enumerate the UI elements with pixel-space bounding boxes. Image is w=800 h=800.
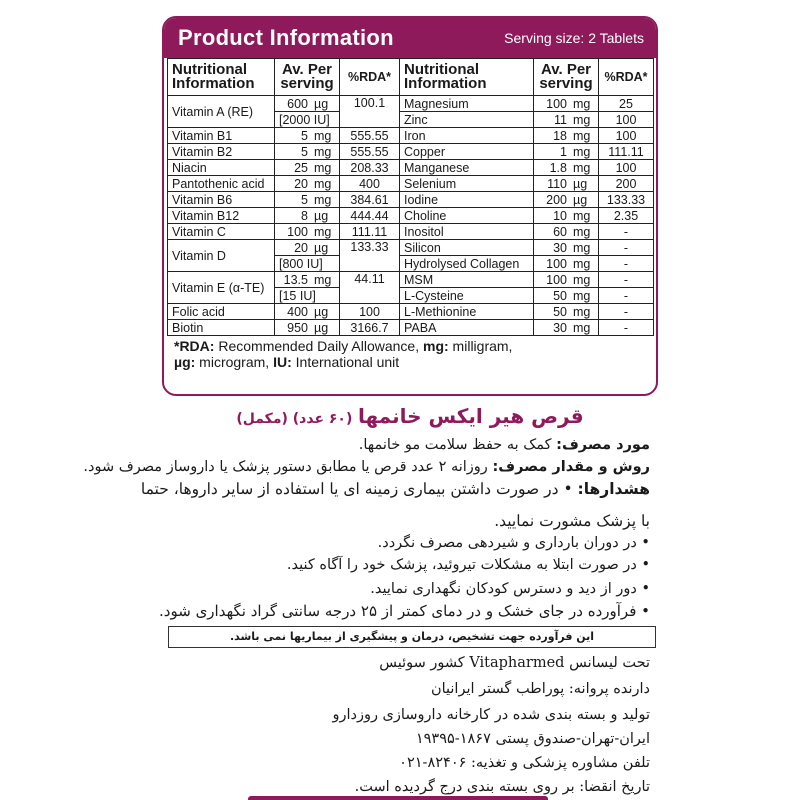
nutrient-amount: 13.5 mg — [275, 272, 340, 288]
medical-notice-box: این فرآورده جهت تشخیص، درمان و پیشگیری از بیماریها نمی باشد. — [168, 626, 656, 648]
mineral-rda: 200 — [599, 176, 654, 192]
mineral-name: Choline — [400, 208, 534, 224]
warning-continued: با پزشک مشورت نمایید. — [494, 512, 650, 530]
product-information-panel — [162, 16, 658, 396]
nutrient-name: Vitamin A (RE) — [168, 96, 275, 128]
mineral-amount: 50 mg — [534, 288, 599, 304]
table-row — [168, 192, 654, 208]
nutrient-rda: 133.33 — [340, 240, 400, 272]
mineral-name: L-Cysteine — [400, 288, 534, 304]
product-title: قرص هیر ایکس خانمها (۶۰ عدد) (مکمل) — [236, 404, 584, 428]
nutrient-rda: 208.33 — [340, 160, 400, 176]
mineral-rda: - — [599, 256, 654, 272]
nutrient-amount-iu: [800 IU] — [275, 256, 340, 272]
mineral-rda: 2.35 — [599, 208, 654, 224]
nutrient-amount: 5 mg — [275, 144, 340, 160]
nutrient-amount: 8 µg — [275, 208, 340, 224]
mineral-rda: - — [599, 240, 654, 256]
mineral-rda: 100 — [599, 128, 654, 144]
nutrient-amount: 20 mg — [275, 176, 340, 192]
nutrient-name: Vitamin B12 — [168, 208, 275, 224]
header-av-per-serving-2: Av. Per serving — [534, 59, 599, 96]
nutrient-rda: 100 — [340, 304, 400, 320]
header-nutritional-info-2: Nutritional Information — [400, 59, 534, 96]
mineral-amount: 18 mg — [534, 128, 599, 144]
warning-bullet: • در دوران بارداری و شیردهی مصرف نگردد. — [377, 535, 650, 551]
address-line: ایران-تهران-صندوق پستی ۱۸۶۷-۱۹۳۹۵ — [415, 731, 650, 747]
table-row — [168, 272, 654, 288]
mineral-name: Copper — [400, 144, 534, 160]
table-row — [168, 176, 654, 192]
nutrient-name: Niacin — [168, 160, 275, 176]
mineral-amount: 200 µg — [534, 192, 599, 208]
mineral-rda: 133.33 — [599, 192, 654, 208]
mineral-name: Zinc — [400, 112, 534, 128]
dose-line: روش و مقدار مصرف: روزانه ۲ عدد قرص یا مطابق دستور پزشک یا داروساز مصرف شود. — [83, 459, 650, 475]
mineral-rda: - — [599, 320, 654, 336]
nutrient-rda: 111.11 — [340, 224, 400, 240]
nutrient-rda: 100.1 — [340, 96, 400, 128]
nutrient-amount: 600 µg — [275, 96, 340, 112]
mineral-amount: 100 mg — [534, 96, 599, 112]
warning-bullet: • دور از دید و دسترس کودکان نگهداری نمایید. — [370, 581, 650, 597]
nutrient-name: Folic acid — [168, 304, 275, 320]
mineral-name: Magnesium — [400, 96, 534, 112]
nutrient-amount: 950 µg — [275, 320, 340, 336]
nutrient-rda: 384.61 — [340, 192, 400, 208]
header-nutritional-info: Nutritional Information — [168, 59, 275, 96]
mineral-amount: 110 µg — [534, 176, 599, 192]
expiry-line: تاریخ انقضا: بر روی بسته بندی درج گردیده است. — [354, 779, 650, 795]
nutrient-name: Vitamin B6 — [168, 192, 275, 208]
nutrient-name: Vitamin D — [168, 240, 275, 272]
table-row — [168, 208, 654, 224]
table-header-row — [168, 59, 654, 96]
license-line: تحت لیسانس Vitapharmed کشور سوئیس — [379, 655, 650, 671]
header-av-per-serving: Av. Per serving — [275, 59, 340, 96]
mineral-name: Hydrolysed Collagen — [400, 256, 534, 272]
mineral-amount: 100 mg — [534, 272, 599, 288]
mineral-amount: 30 mg — [534, 240, 599, 256]
mineral-name: L-Methionine — [400, 304, 534, 320]
table-row — [168, 240, 654, 256]
warning-bullet: • فرآورده در جای خشک و در دمای کمتر از ۲۵ درجه سانتی گراد نگهداری شود. — [159, 602, 650, 620]
nutrient-name: Vitamin B2 — [168, 144, 275, 160]
nutrient-rda: 400 — [340, 176, 400, 192]
nutrient-amount: 5 mg — [275, 192, 340, 208]
mineral-amount: 100 mg — [534, 256, 599, 272]
mineral-rda: - — [599, 224, 654, 240]
nutrient-rda: 44.11 — [340, 272, 400, 304]
mineral-amount: 10 mg — [534, 208, 599, 224]
header-rda: %RDA* — [340, 59, 400, 96]
mineral-name: Iron — [400, 128, 534, 144]
mineral-amount: 1.8 mg — [534, 160, 599, 176]
mineral-name: MSM — [400, 272, 534, 288]
footnote: *RDA: Recommended Daily Allowance, mg: milligram, µg: microgram, IU: International unit — [174, 338, 513, 370]
mineral-rda: - — [599, 288, 654, 304]
warning-bullet: • در صورت ابتلا به مشکلات تیروئید، پزشک خود را آگاه کنید. — [286, 557, 650, 573]
mineral-rda: 100 — [599, 112, 654, 128]
nutrient-name: Vitamin B1 — [168, 128, 275, 144]
nutrient-name: Vitamin C — [168, 224, 275, 240]
mineral-amount: 50 mg — [534, 304, 599, 320]
table-body — [168, 96, 654, 336]
mineral-rda: - — [599, 304, 654, 320]
table-row — [168, 128, 654, 144]
table-row — [168, 144, 654, 160]
table-row — [168, 160, 654, 176]
mineral-name: Iodine — [400, 192, 534, 208]
warning-line: هشدارها: • در صورت داشتن بیماری زمینه ای یا استفاده از سایر داروها، حتما — [140, 480, 650, 498]
manufacturer-line: تولید و بسته بندی شده در کارخانه داروسازی روزدارو — [332, 707, 650, 723]
nutrition-table — [167, 58, 654, 336]
mineral-rda: 111.11 — [599, 144, 654, 160]
nutrient-name: Vitamin E (α-TE) — [168, 272, 275, 304]
nutrient-amount: 20 µg — [275, 240, 340, 256]
mineral-name: Selenium — [400, 176, 534, 192]
bottom-accent-bar — [248, 796, 548, 800]
nutrient-name: Pantothenic acid — [168, 176, 275, 192]
table-row — [168, 96, 654, 112]
usage-line: مورد مصرف: کمک به حفظ سلامت مو خانمها. — [358, 437, 650, 453]
mineral-rda: 100 — [599, 160, 654, 176]
table-row — [168, 304, 654, 320]
panel-header — [164, 18, 656, 58]
phone-line: تلفن مشاوره پزشکی و تغذیه: ۸۲۴۰۶-۰۲۱ — [399, 755, 650, 771]
mineral-rda: - — [599, 272, 654, 288]
nutrient-rda: 555.55 — [340, 144, 400, 160]
nutrient-name: Biotin — [168, 320, 275, 336]
nutrient-rda: 3166.7 — [340, 320, 400, 336]
nutrient-rda: 555.55 — [340, 128, 400, 144]
nutrient-amount: 5 mg — [275, 128, 340, 144]
serving-size: Serving size: 2 Tablets — [504, 30, 644, 46]
nutrient-amount-iu: [15 IU] — [275, 288, 340, 304]
nutrient-amount: 100 mg — [275, 224, 340, 240]
mineral-name: Silicon — [400, 240, 534, 256]
table-row — [168, 320, 654, 336]
license-holder-line: دارنده پروانه: پوراطب گستر ایرانیان — [430, 681, 650, 697]
mineral-amount: 1 mg — [534, 144, 599, 160]
nutrient-amount: 25 mg — [275, 160, 340, 176]
mineral-name: Inositol — [400, 224, 534, 240]
nutrient-amount: 400 µg — [275, 304, 340, 320]
mineral-rda: 25 — [599, 96, 654, 112]
header-rda-2: %RDA* — [599, 59, 654, 96]
panel-title: Product Information — [178, 25, 394, 50]
mineral-amount: 60 mg — [534, 224, 599, 240]
table-row — [168, 224, 654, 240]
mineral-name: PABA — [400, 320, 534, 336]
nutrient-rda: 444.44 — [340, 208, 400, 224]
mineral-name: Manganese — [400, 160, 534, 176]
mineral-amount: 11 mg — [534, 112, 599, 128]
nutrient-amount-iu: [2000 IU] — [275, 112, 340, 128]
mineral-amount: 30 mg — [534, 320, 599, 336]
